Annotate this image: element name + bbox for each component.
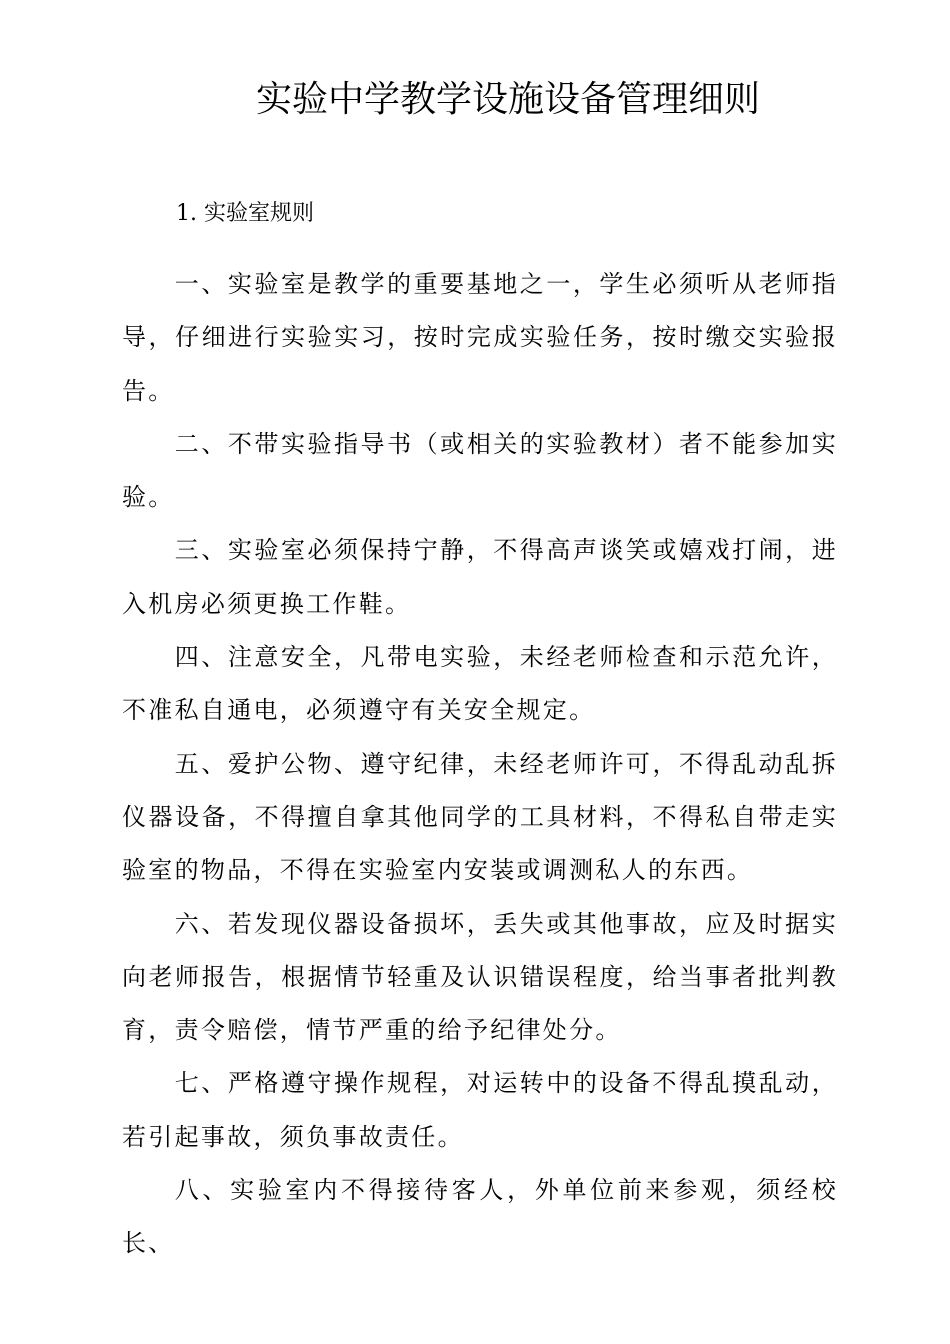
rule-paragraph-1: 一、实验室是教学的重要基地之一，学生必须听从老师指导，仔细进行实验实习，按时完成实验任务，按时缴交实验报告。 bbox=[122, 270, 838, 405]
section-heading: 1. 实验室规则 bbox=[176, 201, 314, 226]
document-body bbox=[122, 258, 838, 1271]
rule-paragraph-4: 四、注意安全，凡带电实验，未经老师检查和示范允许，不准私自通电，必须遵守有关安全规定。 bbox=[122, 643, 838, 725]
rule-paragraph-8: 八、实验室内不得接待客人，外单位前来参观，须经校长、 bbox=[122, 1176, 838, 1258]
rule-paragraph-2: 二、不带实验指导书（或相关的实验教材）者不能参加实验。 bbox=[122, 429, 838, 512]
rule-paragraph-5: 五、爱护公物、遵守纪律，未经老师许可，不得乱动乱拆仪器设备，不得擅自拿其他同学的工具材料，不得私自带走实验室的物品，不得在实验室内安装或调测私人的东西。 bbox=[122, 749, 838, 885]
rule-paragraph-6: 六、若发现仪器设备损坏，丢失或其他事故，应及时据实向老师报告，根据情节轻重及认识错误程度，给当事者批判教育，责令赔偿，情节严重的给予纪律处分。 bbox=[122, 909, 838, 1045]
document-title: 实验中学教学设施设备管理细则 bbox=[255, 79, 760, 120]
rule-paragraph-7: 七、严格遵守操作规程，对运转中的设备不得乱摸乱动，若引起事故，须负事故责任。 bbox=[122, 1069, 838, 1151]
rule-paragraph-3: 三、实验室必须保持宁静，不得高声谈笑或嬉戏打闹，进入机房必须更换工作鞋。 bbox=[122, 536, 838, 618]
